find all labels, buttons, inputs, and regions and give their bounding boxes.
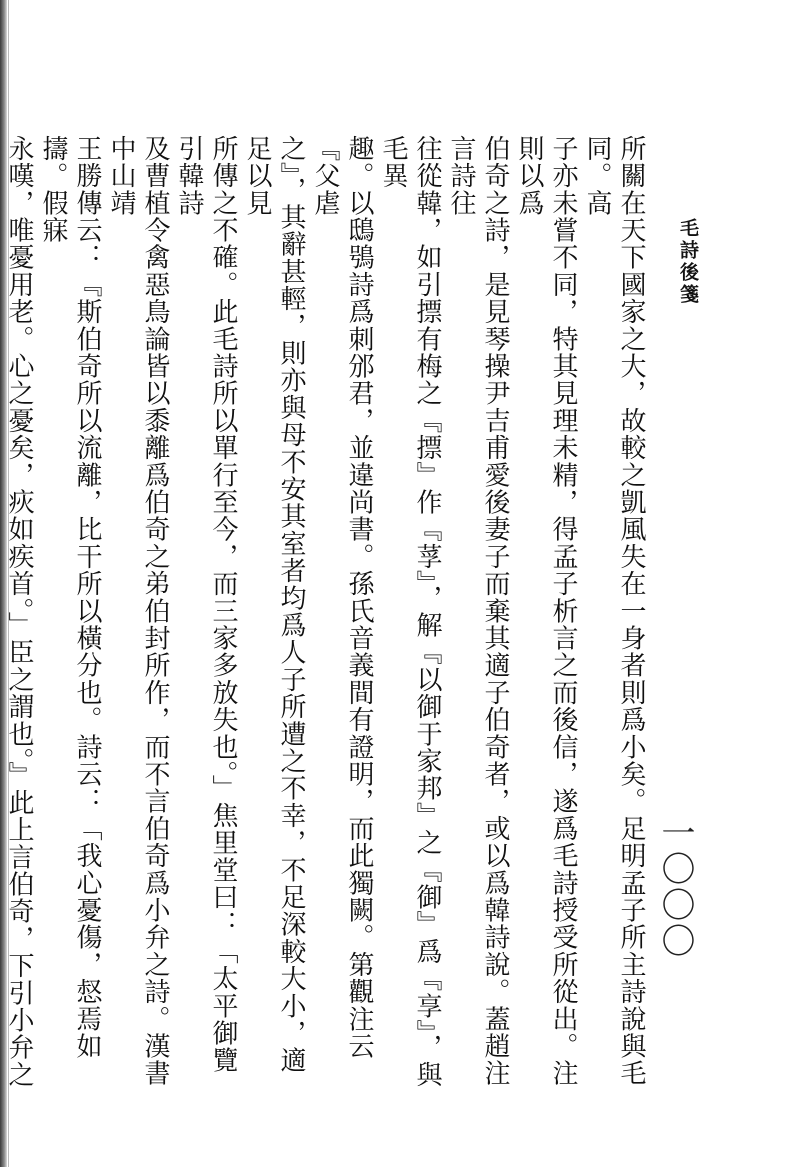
text-column-3: 伯奇之詩，是見琴操尹吉甫愛後妻子而棄其適子伯奇者，或以爲韓詩說。蓋趙注言詩往: [446, 135, 510, 1087]
text-column-9: 王勝傳云：『斯伯奇所以流離，比干所以橫分也。詩云：「我心憂傷，惄焉如擣。假寐: [38, 135, 102, 1060]
page-number: 一〇〇〇: [655, 815, 695, 959]
text-column-2: 子亦未嘗不同，特其見理未精，得孟子析言之而後信，遂爲毛詩授受所從出。注則以爲: [514, 135, 578, 1087]
text-column-5: 趣。以鴟鴞詩爲刺邠君，並違尚書。孫氏音義間有證明，而此獨闕。第觀注云『父虐: [310, 135, 374, 1060]
text-column-1: 所關在天下國家之大，故較之凱風失在一身者則爲小矣。足明孟子所主詩說與毛同。高: [582, 135, 646, 1087]
running-head: 毛詩後箋: [677, 218, 699, 306]
text-column-4: 往從韓，如引摽有梅之『摽』作『莩』，解『以御于家邦』之『御』爲『享』，與毛異: [378, 135, 442, 1089]
text-column-6: 之』，其辭甚輕，則亦與母不安其室者均爲人子所遭之不幸，不足深較大小，適足以見: [242, 135, 306, 1074]
text-column-10: 永嘆，唯憂用老。心之憂矣，疢如疾首。」臣之謂也。』此上言伯奇，下引小弁之: [4, 135, 34, 1089]
text-column-7: 所傳之不確。此毛詩所以單行至今，而三家多放失也。」焦里堂曰：「太平御覽引韓詩: [174, 135, 238, 1074]
text-column-8: 及曹植令禽惡鳥論皆以黍離爲伯奇之弟伯封所作，而不言伯奇爲小弁之詩。漢書中山靖: [106, 135, 170, 1087]
body-text: [4, 135, 648, 1095]
